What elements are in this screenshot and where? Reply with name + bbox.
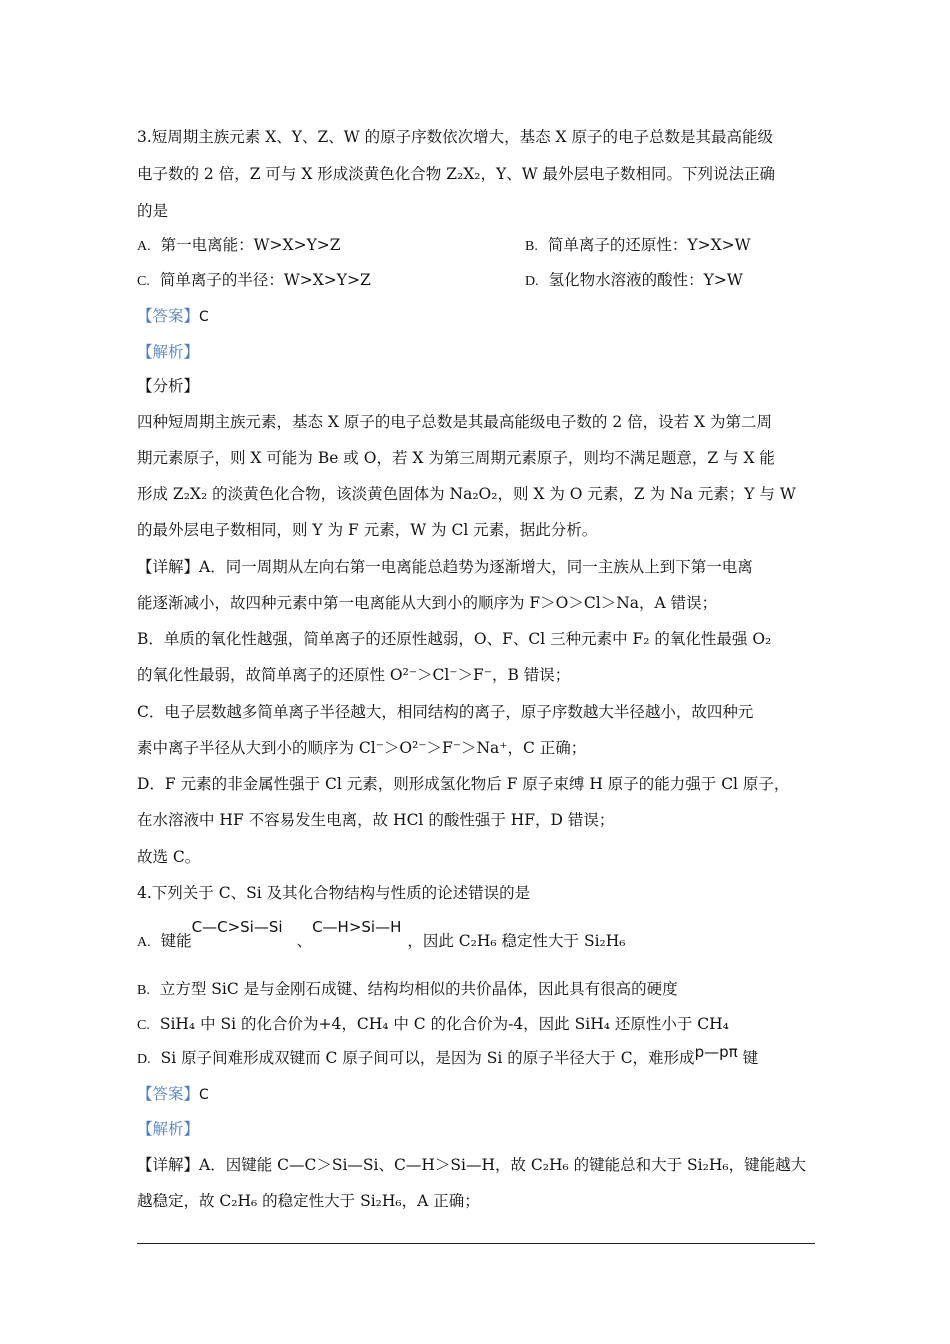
answer-value: C	[199, 1087, 209, 1103]
option-letter: B.	[525, 239, 538, 254]
option-letter: B.	[137, 983, 150, 998]
option-text: 简单离子的还原性：Y>X>W	[547, 236, 751, 254]
q4-option-b	[137, 978, 678, 1002]
q3-detail-line-7: D．F 元素的非金属性强于 Cl 元素，则形成氢化物后 F 原子束缚 H 原子的能力强于 Cl 原子，	[137, 775, 790, 793]
option-suffix: 键	[737, 1049, 759, 1067]
p-p-pi-formula: p—pπ	[694, 1043, 738, 1061]
option-prefix: 键能	[160, 932, 192, 950]
q4-option-a	[137, 918, 626, 954]
q4-answer	[137, 1083, 209, 1106]
q3-detail-line-1: 【详解】A．同一周期从左向右第一电离能总趋势为逐渐增大，同一主族从上到下第一电离	[137, 558, 753, 576]
q3-answer	[137, 305, 209, 328]
q3-analysis-line-2: 期元素原子，则 X 可能为 Be 或 O，若 X 为第三周期元素原子，则均不满足题意，Z 与 X 能	[137, 449, 775, 467]
bond-energy-formula-1: C—C>Si—Si	[191, 918, 283, 936]
q4-stem: 4.下列关于 C、Si 及其化合物结构与性质的论述错误的是	[137, 884, 531, 902]
q4-option-c	[137, 1013, 729, 1037]
option-letter: C.	[137, 274, 150, 289]
q3-stem-line-2: 电子数的 2 倍，Z 可与 X 形成淡黄色化合物 Z₂X₂，Y、W 最外层电子数相同。下列说法正确	[137, 165, 776, 183]
q3-stem-line-1: 3.短周期主族元素 X、Y、Z、W 的原子序数依次增大，基态 X 原子的电子总数是其最高能级	[137, 128, 774, 146]
q4-detail-line-2: 越稳定，故 C₂H₆ 的稳定性大于 Si₂H₆，A 正确；	[137, 1192, 480, 1210]
q3-detail-line-6: 素中离子半径从大到小的顺序为 Cl⁻＞O²⁻＞F⁻＞Na⁺，C 正确；	[137, 739, 587, 757]
q3-analysis-line-4: 的最外层电子数相同，则 Y 为 F 元素，W 为 Cl 元素，据此分析。	[137, 521, 598, 539]
option-suffix: ，因此 C₂H₆ 稳定性大于 Si₂H₆	[407, 932, 626, 950]
option-letter: D.	[137, 1052, 151, 1067]
q4-jiexi-label: 【解析】	[137, 1120, 200, 1138]
q3-detail-line-5: C．电子层数越多简单离子半径越大，相同结构的离子，原子序数越大半径越小，故四种元	[137, 703, 754, 721]
answer-label: 【答案】	[137, 1085, 200, 1103]
q3-jiexi-label: 【解析】	[137, 343, 200, 361]
answer-label: 【答案】	[137, 307, 200, 325]
q3-detail-line-3: B．单质的氧化性越强，简单离子的还原性越弱，O、F、Cl 三种元素中 F₂ 的氧化性最强 O₂	[137, 630, 772, 648]
option-text: 立方型 SiC 是与金刚石成键、结构均相似的共价晶体，因此具有很高的硬度	[159, 980, 678, 998]
q3-analysis-line-3: 形成 Z₂X₂ 的淡黄色化合物，该淡黄色固体为 Na₂O₂，则 X 为 O 元素，Z 为 Na 元素；Y 与 W	[137, 485, 796, 503]
option-text: 氢化物水溶液的酸性：Y>W	[548, 271, 743, 289]
q4-detail-line-1: 【详解】A．因键能 C—C＞Si—Si、C—H＞Si—H，故 C₂H₆ 的键能总和大于 Si₂H₆，键能越大	[137, 1156, 807, 1174]
bond-energy-formula-2: C—H>Si—H	[312, 918, 402, 936]
q3-detail-line-2: 能逐渐减小，故四种元素中第一电离能从大到小的顺序为 F＞O＞Cl＞Na，A 错误；	[137, 594, 718, 612]
answer-value: C	[199, 309, 209, 325]
q3-option-b	[525, 234, 751, 258]
q3-detail-line-4: 的氧化性最弱，故简单离子的还原性 O²⁻＞Cl⁻＞F⁻，B 错误；	[137, 666, 571, 684]
option-text: SiH₄ 中 Si 的化合价为+4，CH₄ 中 C 的化合价为-4，因此 SiH₄ 还原性小于 CH₄	[159, 1015, 729, 1033]
option-letter: C.	[137, 1018, 150, 1033]
q3-fenxi-label: 【分析】	[137, 377, 200, 395]
option-text: Si 原子间难形成双键而 C 原子间可以，是因为 Si 的原子半径大于 C，难形成	[160, 1049, 695, 1067]
formula-separator: 、	[296, 932, 313, 950]
q3-analysis-line-1: 四种短周期主族元素，基态 X 原子的电子总数是其最高能级电子数的 2 倍，设若 X 为第二周	[137, 413, 772, 431]
q3-option-d	[525, 269, 743, 293]
q3-detail-line-9: 故选 C。	[137, 848, 201, 866]
q3-option-a	[137, 234, 341, 258]
q3-detail-line-8: 在水溶液中 HF 不容易发生电离，故 HCl 的酸性强于 HF，D 错误；	[137, 811, 615, 829]
option-letter: A.	[137, 935, 151, 950]
option-text: 第一电离能：W>X>Y>Z	[160, 236, 341, 254]
option-letter: D.	[525, 274, 539, 289]
option-letter: A.	[137, 239, 151, 254]
footer-divider	[137, 1243, 815, 1244]
q3-option-c	[137, 269, 371, 293]
q4-option-d	[137, 1043, 759, 1071]
q3-stem-line-3: 的是	[137, 202, 169, 220]
option-text: 简单离子的半径：W>X>Y>Z	[159, 271, 371, 289]
